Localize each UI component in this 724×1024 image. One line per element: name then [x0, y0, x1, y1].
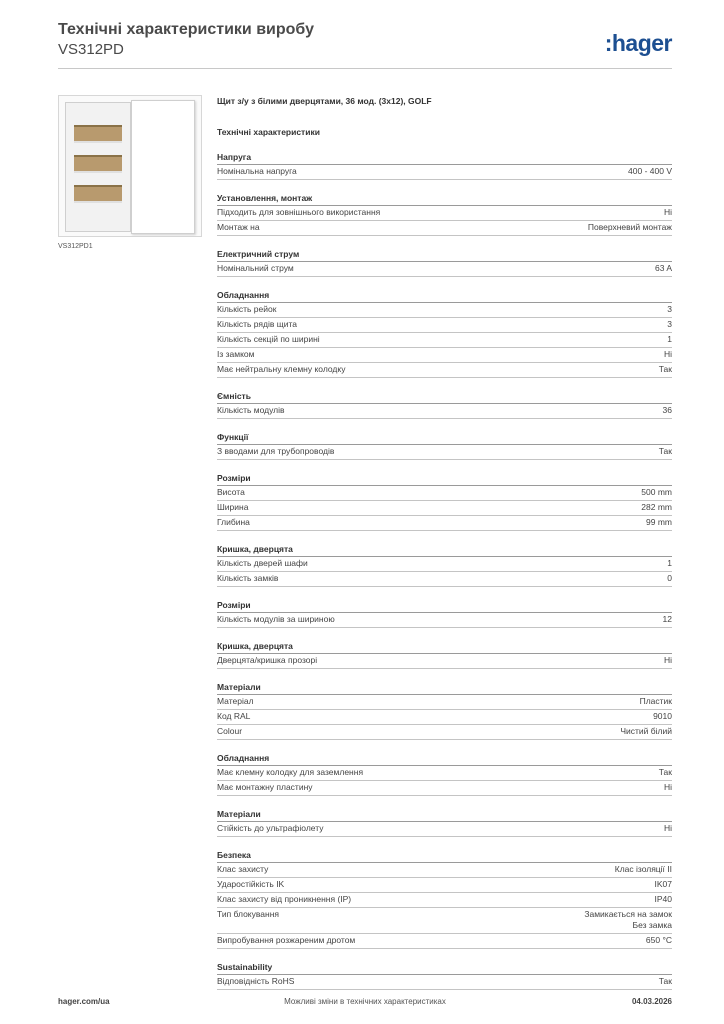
spec-row: [217, 781, 672, 796]
spec-row: [217, 725, 672, 740]
spec-row: [217, 303, 672, 318]
spec-label: Кількість модулів за шириною: [217, 614, 335, 624]
spec-value: [659, 767, 672, 778]
spec-value: [663, 405, 672, 416]
spec-value: [655, 263, 672, 274]
spec-value: [667, 319, 672, 330]
product-code: VS312PD: [58, 41, 124, 58]
spec-row: [217, 893, 672, 908]
spec-label: Має нейтральну клемну колодку: [217, 364, 346, 374]
spec-value: [659, 364, 672, 375]
spec-row: [217, 822, 672, 837]
spec-label: Має клемну колодку для заземлення: [217, 767, 364, 777]
spec-label: Має монтажну пластину: [217, 782, 313, 792]
spec-value-line: 3: [667, 304, 672, 314]
group-title: Ємність: [217, 391, 672, 404]
spec-value: [664, 207, 672, 218]
spec-value-line: Ні: [663, 207, 672, 217]
spec-value-line: Так: [658, 364, 672, 374]
product-name: Щит з/у з білими дверцятами, 36 мод. (3х12), GOLF: [217, 96, 432, 106]
din-rail: [74, 125, 122, 143]
spec-value: [667, 573, 672, 584]
spec-value: [664, 782, 672, 793]
spec-row: [217, 221, 672, 236]
spec-label: Кількість рейок: [217, 304, 277, 314]
spec-row: [217, 206, 672, 221]
spec-label: Colour: [217, 726, 243, 736]
spec-label: Кількість замків: [217, 573, 279, 583]
spec-value: [628, 166, 672, 177]
spec-value-line: IK07: [654, 879, 672, 889]
spec-label: Випробування розжареним дротом: [217, 935, 356, 945]
spec-value: [655, 879, 673, 890]
spec-group: [217, 809, 672, 837]
spec-value-line: Ні: [663, 782, 672, 792]
spec-value: [667, 334, 672, 345]
spec-group: [217, 473, 672, 531]
spec-value-line: Ні: [663, 823, 672, 833]
spec-value-line: 36: [662, 405, 672, 415]
spec-value: [646, 935, 672, 946]
spec-row: [217, 404, 672, 419]
spec-value-line: Без замка: [632, 920, 672, 930]
spec-row: [217, 363, 672, 378]
spec-row: [217, 348, 672, 363]
group-title: Матеріали: [217, 682, 672, 695]
spec-value-line: 500 mm: [641, 487, 672, 497]
spec-group: [217, 152, 672, 180]
footer-date: 04.03.2026: [631, 997, 672, 1006]
spec-label: Монтаж на: [217, 222, 260, 232]
group-title: Кришка, дверцята: [217, 544, 672, 557]
spec-label: Тип блокування: [217, 909, 280, 919]
group-title: Електричний струм: [217, 249, 672, 262]
spec-value-line: Поверхневий монтаж: [587, 222, 672, 232]
spec-value-line: Клас ізоляції II: [614, 864, 672, 874]
spec-value-line: Чистий білий: [620, 726, 672, 736]
spec-value-line: 282 mm: [641, 502, 672, 512]
spec-label: Ударостійкість IK: [217, 879, 285, 889]
spec-value: [620, 726, 672, 737]
spec-content: [217, 96, 672, 1003]
spec-row: [217, 557, 672, 572]
group-title: Напруга: [217, 152, 672, 165]
spec-group: [217, 432, 672, 460]
spec-group: [217, 641, 672, 669]
group-title: Обладнання: [217, 290, 672, 303]
footer-disclaimer: Можливі зміни в технічних характеристиках: [284, 997, 446, 1006]
spec-group: [217, 753, 672, 796]
spec-label: Відповідність RoHS: [217, 976, 295, 986]
spec-row: [217, 613, 672, 628]
product-image: [58, 95, 202, 237]
spec-value-line: 1: [667, 334, 672, 344]
spec-value: [663, 614, 672, 625]
spec-group: [217, 544, 672, 587]
spec-row: [217, 501, 672, 516]
spec-group: [217, 850, 672, 949]
image-caption: VS312PD1: [58, 243, 93, 250]
spec-label: Клас захисту: [217, 864, 269, 874]
spec-value: [646, 517, 672, 528]
spec-row: [217, 516, 672, 531]
footer-website[interactable]: hager.com/ua: [58, 997, 110, 1006]
spec-value: [667, 304, 672, 315]
spec-row: [217, 262, 672, 277]
spec-row: [217, 710, 672, 725]
group-title: Матеріали: [217, 809, 672, 822]
cabinet-door: [131, 100, 195, 234]
spec-label: Кількість дверей шафи: [217, 558, 308, 568]
spec-group: [217, 249, 672, 277]
section-heading: Технічні характеристики: [217, 127, 320, 137]
spec-label: Матеріал: [217, 696, 254, 706]
group-title: Установлення, монтаж: [217, 193, 672, 206]
spec-label: Із замком: [217, 349, 255, 359]
page-title: Технічні характеристики виробу: [58, 21, 314, 38]
spec-row: [217, 863, 672, 878]
group-title: Безпека: [217, 850, 672, 863]
din-rail: [74, 155, 122, 173]
spec-value-line: Ні: [663, 655, 672, 665]
spec-value: [641, 502, 672, 513]
spec-group: [217, 682, 672, 740]
spec-row: [217, 975, 672, 990]
spec-value: [659, 976, 672, 987]
spec-value-line: 63 A: [654, 263, 672, 273]
spec-value: [667, 558, 672, 569]
spec-value-line: 1: [667, 558, 672, 568]
spec-value-line: 0: [667, 573, 672, 583]
spec-value: [664, 655, 672, 666]
spec-value-line: 3: [667, 319, 672, 329]
spec-value: [653, 711, 672, 722]
spec-label: Кількість рядів щита: [217, 319, 297, 329]
spec-label: Висота: [217, 487, 245, 497]
group-title: Кришка, дверцята: [217, 641, 672, 654]
spec-row: [217, 878, 672, 893]
spec-row: [217, 445, 672, 460]
spec-row: [217, 486, 672, 501]
spec-row: [217, 165, 672, 180]
spec-value: [640, 696, 672, 707]
spec-value-line: Так: [658, 976, 672, 986]
spec-value: [664, 823, 672, 834]
group-title: Обладнання: [217, 753, 672, 766]
spec-value-line: Ні: [663, 349, 672, 359]
spec-value-line: Пластик: [639, 696, 672, 706]
spec-label: Кількість секцій по ширині: [217, 334, 320, 344]
spec-value: [664, 349, 672, 360]
spec-row: [217, 318, 672, 333]
spec-row: [217, 333, 672, 348]
spec-label: Ширина: [217, 502, 249, 512]
spec-value: [588, 222, 672, 233]
spec-group: [217, 193, 672, 236]
spec-value: [655, 894, 673, 905]
group-title: Функції: [217, 432, 672, 445]
spec-value-line: 12: [662, 614, 672, 624]
group-title: Розміри: [217, 473, 672, 486]
spec-label: З вводами для трубопроводів: [217, 446, 335, 456]
spec-row: [217, 695, 672, 710]
spec-label: Номінальний струм: [217, 263, 294, 273]
spec-label: Підходить для зовнішнього використання: [217, 207, 381, 217]
spec-label: Глибина: [217, 517, 250, 527]
spec-group: [217, 600, 672, 628]
spec-label: Номінальна напруга: [217, 166, 297, 176]
spec-value-line: Замикається на замок: [584, 909, 672, 919]
spec-value-line: 99 mm: [646, 517, 672, 527]
header-divider: [58, 68, 672, 69]
spec-value: [641, 487, 672, 498]
spec-value-line: Так: [658, 446, 672, 456]
spec-value-line: Так: [658, 767, 672, 777]
din-rail: [74, 185, 122, 203]
spec-value: [615, 864, 672, 875]
spec-row: [217, 654, 672, 669]
page-header: [58, 20, 672, 59]
spec-value-line: 650 °C: [645, 935, 672, 945]
spec-label: Клас захисту від проникнення (IP): [217, 894, 352, 904]
spec-group: [217, 391, 672, 419]
spec-value-line: 400 - 400 V: [628, 166, 672, 176]
spec-group: [217, 962, 672, 990]
spec-label: Стійкість до ультрафіолету: [217, 823, 324, 833]
spec-label: Кількість модулів: [217, 405, 285, 415]
spec-value: [659, 446, 672, 457]
hager-logo: :hager: [604, 30, 672, 56]
spec-row: [217, 908, 672, 934]
spec-value-line: IP40: [654, 894, 672, 904]
cabinet-body: [65, 102, 131, 232]
spec-row: [217, 572, 672, 587]
spec-group: [217, 290, 672, 378]
spec-label: Код RAL: [217, 711, 251, 721]
spec-groups: [217, 152, 672, 990]
spec-value-line: 9010: [653, 711, 672, 721]
spec-row: [217, 934, 672, 949]
group-title: Розміри: [217, 600, 672, 613]
spec-label: Дверцята/кришка прозорі: [217, 655, 318, 665]
spec-row: [217, 766, 672, 781]
spec-value: [584, 909, 672, 931]
group-title: Sustainability: [217, 962, 672, 975]
